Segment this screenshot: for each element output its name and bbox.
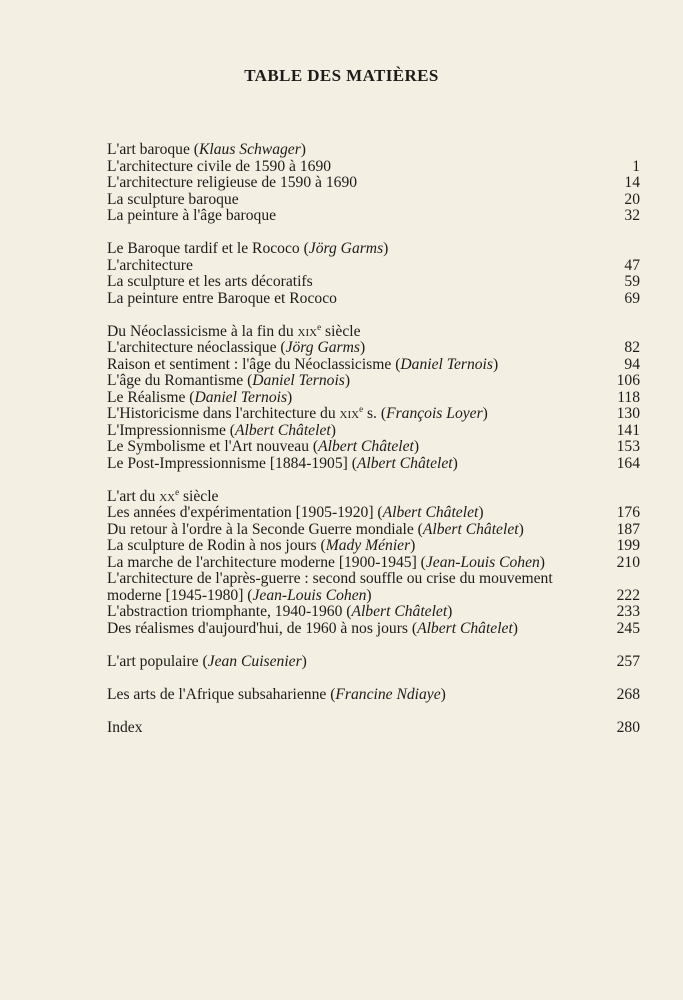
page-title: TABLE DES MATIÈRES: [244, 66, 439, 85]
text-run: siècle: [179, 487, 219, 505]
toc-entry-label: [107, 406, 600, 423]
text-run: siècle: [321, 322, 361, 340]
author-name: Francine Ndiaye: [335, 685, 441, 703]
text-run: L'architecture néoclassique (: [107, 339, 286, 356]
author-name: Albert Châtelet: [417, 619, 513, 637]
toc-entry-label: [107, 456, 600, 473]
toc-entry: [107, 555, 640, 572]
toc-entry-label: [107, 538, 600, 555]
toc-page-number: 94: [624, 355, 640, 373]
toc-entry: [107, 192, 640, 209]
text-run: Index: [107, 718, 143, 736]
toc-section: [107, 142, 640, 225]
section-heading: [107, 321, 640, 341]
text-run: ): [383, 240, 389, 257]
text-run: ): [440, 685, 446, 703]
toc-entry-label: [107, 373, 600, 390]
text-run: s. (: [363, 405, 387, 422]
toc-entry: [107, 538, 640, 555]
text-run: L'Impressionnisme (: [107, 421, 235, 439]
text-run: ): [447, 603, 453, 620]
toc-entry: [107, 621, 640, 638]
toc-page-number: 130: [616, 405, 640, 422]
author-name: Jörg Garms: [285, 339, 360, 356]
text-run: ): [410, 537, 416, 554]
toc-entry: [107, 208, 640, 225]
toc-entry-label: [107, 208, 600, 225]
toc-entry-label: [107, 159, 600, 176]
toc-entry-label: [107, 571, 600, 604]
toc-page-number: 141: [616, 421, 640, 439]
toc-entry: [107, 505, 640, 522]
toc-entry: [107, 390, 640, 407]
toc-entry-label: [107, 291, 600, 308]
superscript: e: [317, 321, 322, 332]
author-name: Daniel Ternois: [194, 388, 288, 406]
author-name: Albert Châtelet: [422, 520, 519, 538]
toc-page-number: 20: [624, 190, 640, 208]
text-run: ): [492, 355, 499, 373]
toc-page-number: 210: [616, 553, 640, 571]
toc-section: [107, 687, 640, 704]
text-run: L'Historicisme dans l'architecture du: [107, 405, 340, 422]
text-run: ): [518, 520, 524, 538]
toc-entry-label: [107, 357, 600, 374]
toc-entry: [107, 373, 640, 390]
section-heading-label: [107, 241, 640, 258]
toc-section: [107, 654, 640, 671]
toc-entry-label: [107, 505, 600, 522]
toc-entry-label: [107, 192, 600, 209]
toc-entry: [107, 357, 640, 374]
toc-page-number: 14: [624, 174, 640, 191]
toc-entry-label: [107, 687, 600, 704]
text-run: Le Baroque tardif et le Rococo (: [107, 240, 309, 257]
text-run: L'art populaire (: [107, 652, 208, 670]
text-run: ): [359, 339, 366, 356]
text-run: ): [287, 388, 293, 406]
text-run: L'architecture religieuse de 1590 à 1690: [107, 174, 358, 191]
toc-section: [107, 321, 640, 473]
table-of-contents: [107, 142, 640, 753]
text-run: La peinture à l'âge baroque: [107, 207, 277, 224]
toc-entry: [107, 406, 640, 423]
toc-section: [107, 720, 640, 737]
toc-entry: [107, 439, 640, 456]
text-run: L'architecture: [107, 256, 193, 274]
century-numeral: xix: [297, 322, 318, 340]
toc-page-number: 82: [624, 339, 640, 356]
toc-entry: [107, 274, 640, 291]
toc-page-number: 257: [616, 652, 640, 670]
toc-entry: [107, 456, 640, 473]
toc-page-number: 118: [617, 388, 640, 406]
text-run: ): [478, 504, 484, 521]
toc-entry: [107, 654, 640, 671]
toc-entry-label: [107, 274, 600, 291]
section-heading-label: [107, 486, 640, 506]
toc-page-number: 153: [616, 438, 640, 455]
toc-entry: [107, 720, 640, 737]
text-run: L'art du: [107, 487, 160, 505]
toc-entry-label: [107, 439, 600, 456]
text-run: Les arts de l'Afrique subsaharienne (: [107, 685, 336, 703]
text-run: L'âge du Romantisme (: [107, 372, 253, 389]
author-name: Daniel Ternois: [252, 372, 345, 389]
toc-page-number: 106: [616, 372, 640, 389]
toc-entry-label: [107, 258, 600, 275]
superscript: e: [175, 486, 180, 497]
toc-entry-label: [107, 555, 600, 572]
section-heading: [107, 486, 640, 506]
toc-entry-label: [107, 604, 600, 621]
toc-entry: [107, 687, 640, 704]
toc-entry: [107, 604, 640, 621]
text-run: ): [413, 438, 420, 455]
toc-page-number: 32: [624, 207, 640, 224]
toc-entry-label: [107, 423, 600, 440]
text-run: ): [344, 372, 351, 389]
text-run: La sculpture de Rodin à nos jours (: [107, 537, 326, 554]
toc-entry-label: [107, 621, 600, 638]
toc-entry-label: [107, 175, 600, 192]
toc-page-number: 245: [616, 619, 640, 637]
toc-page-number: 199: [616, 537, 640, 554]
toc-page-number: 47: [624, 256, 640, 274]
toc-page-number: 164: [616, 454, 640, 472]
author-name: Albert Châtelet: [318, 438, 414, 455]
toc-entry: [107, 291, 640, 308]
toc-entry: [107, 175, 640, 192]
toc-page-number: 59: [624, 273, 640, 290]
toc-page-number: 187: [616, 520, 640, 538]
toc-entry-label: [107, 720, 600, 737]
text-run: Les années d'expérimentation [1905-1920] (: [107, 504, 383, 521]
toc-entry: [107, 159, 640, 176]
author-name: Albert Châtelet: [382, 504, 479, 521]
century-numeral: xix: [339, 405, 360, 422]
text-run: ): [301, 652, 307, 670]
text-run: La sculpture et les arts décoratifs: [107, 273, 313, 290]
author-name: Jörg Garms: [308, 240, 384, 257]
toc-section: [107, 241, 640, 307]
text-run: Des réalismes d'aujourd'hui, de 1960 à nos jours (: [107, 619, 418, 637]
toc-entry-label: [107, 340, 600, 357]
author-name: Jean Cuisenier: [207, 652, 302, 670]
toc-page-number: 176: [616, 504, 640, 521]
toc-entry: [107, 522, 640, 539]
text-run: La peinture entre Baroque et Rococo: [107, 289, 337, 307]
toc-entry-label: [107, 522, 600, 539]
author-name: Albert Châtelet: [351, 603, 448, 620]
text-run: Du Néoclassicisme à la fin du: [107, 322, 298, 340]
text-run: L'abstraction triomphante, 1940-1960 (: [107, 603, 352, 620]
toc-page-number: 280: [616, 718, 640, 736]
author-name: Klaus Schwager: [199, 141, 301, 158]
toc-entry: [107, 423, 640, 440]
text-run: ): [366, 586, 372, 604]
toc-entry: [107, 340, 640, 357]
section-heading: [107, 142, 640, 159]
section-heading-label: [107, 142, 640, 159]
text-run: La sculpture baroque: [107, 190, 239, 208]
toc-entry-label: [107, 390, 600, 407]
text-run: L'architecture de l'après-guerre : second souffle ou crise du mouvement moderne [1945-1980] (: [107, 570, 553, 604]
section-heading-label: [107, 321, 640, 341]
text-run: ): [330, 421, 336, 439]
text-run: Le Post-Impressionnisme [1884-1905] (: [107, 454, 357, 472]
author-name: Albert Châtelet: [356, 454, 453, 472]
text-run: Du retour à l'ordre à la Seconde Guerre mondiale (: [107, 520, 423, 538]
author-name: Albert Châtelet: [234, 421, 331, 439]
toc-page-number: 233: [616, 603, 640, 620]
text-run: Raison et sentiment : l'âge du Néoclassicisme (: [107, 355, 401, 373]
author-name: Daniel Ternois: [400, 355, 493, 373]
text-run: ): [482, 405, 488, 422]
text-run: ): [452, 454, 458, 472]
toc-entry: [107, 258, 640, 275]
toc-entry-label: [107, 654, 600, 671]
toc-section: [107, 486, 640, 638]
toc-page-number: 222: [616, 586, 640, 604]
toc-entry: [107, 571, 640, 604]
author-name: Jean-Louis Cohen: [425, 553, 540, 571]
section-heading: [107, 241, 640, 258]
toc-page-number: 69: [624, 289, 640, 307]
text-run: Le Réalisme (: [107, 388, 195, 406]
text-run: L'art baroque (: [107, 141, 199, 158]
superscript: e: [359, 404, 364, 414]
text-run: ): [512, 619, 518, 637]
century-numeral: xx: [159, 487, 176, 505]
toc-page-number: 1: [632, 157, 640, 175]
toc-page-number: 268: [616, 685, 640, 703]
author-name: François Loyer: [386, 405, 483, 422]
text-run: La marche de l'architecture moderne [1900-1945] (: [107, 553, 426, 571]
text-run: L'architecture civile de 1590 à 1690: [107, 157, 332, 175]
text-run: ): [300, 141, 306, 158]
author-name: Mady Ménier: [325, 537, 411, 554]
text-run: Le Symbolisme et l'Art nouveau (: [107, 438, 319, 455]
text-run: ): [539, 553, 545, 571]
author-name: Jean-Louis Cohen: [252, 586, 367, 604]
